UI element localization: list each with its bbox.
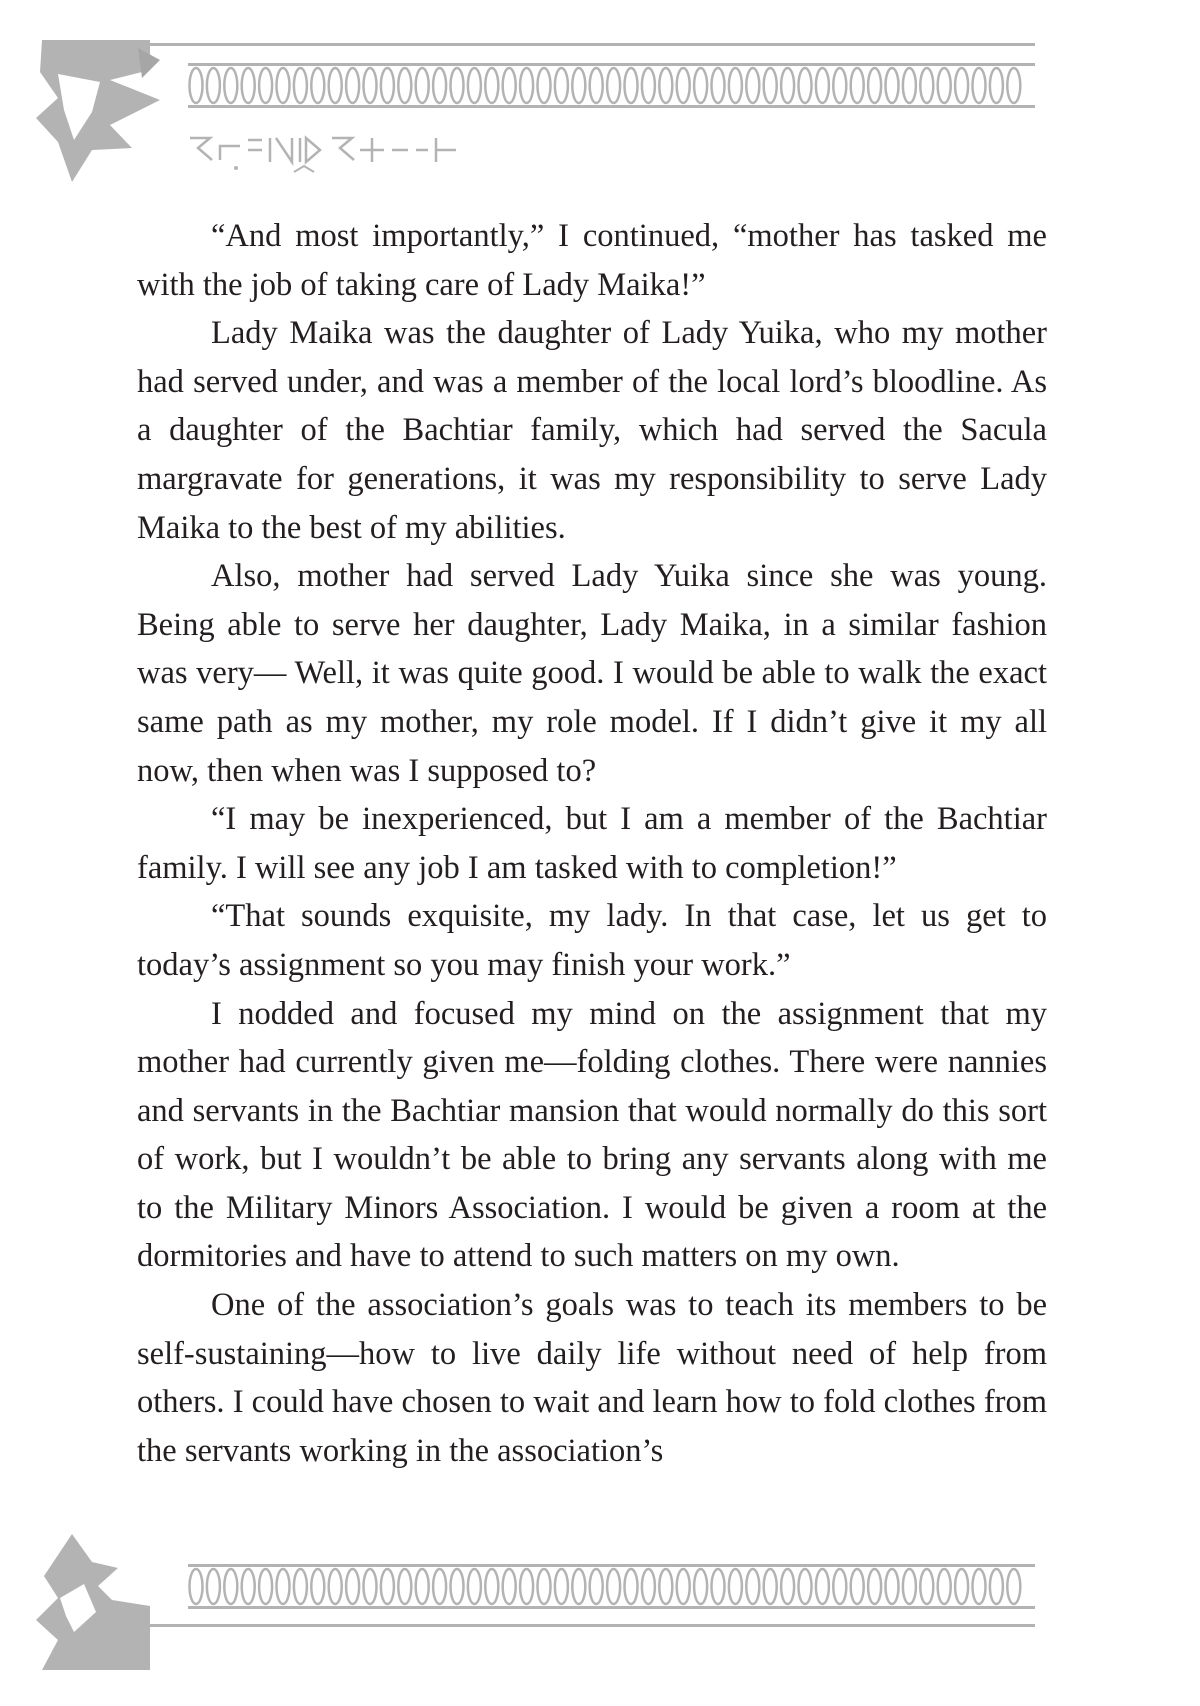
chain-link — [816, 68, 829, 103]
chain-link — [920, 1569, 933, 1604]
chain-link — [712, 1569, 725, 1604]
chain-link — [851, 1569, 864, 1604]
chain-link — [590, 1569, 603, 1604]
chain-link — [242, 1569, 255, 1604]
chain-link — [433, 68, 446, 103]
chain-link — [468, 1569, 481, 1604]
footer-ornament-graphic — [0, 1520, 1200, 1706]
chain-link — [294, 68, 307, 103]
page-header-ornament — [0, 0, 1200, 200]
chain-link — [520, 68, 533, 103]
chain-link — [555, 1569, 568, 1604]
chain-link — [364, 68, 377, 103]
chain-link — [329, 1569, 342, 1604]
chain-link — [694, 1569, 707, 1604]
chain-link — [938, 1569, 951, 1604]
chain-link — [259, 1569, 272, 1604]
chain-link — [224, 1569, 237, 1604]
chain-link — [677, 1569, 690, 1604]
chain-link — [538, 68, 551, 103]
chain-link — [712, 68, 725, 103]
paragraph: Also, mother had served Lady Yuika since she was young. Being able to serve her daughter, Lady Maika, in a similar fashion was very— Well, it was quite good. I would be able to walk the exact same path as my mother, my role model. If I didn’t give it my all now, then when was I supposed to? — [137, 558, 1047, 789]
chain-link — [242, 68, 255, 103]
stylized-script-glyphs-icon — [190, 138, 456, 172]
chain-link — [955, 1569, 968, 1604]
chain-link — [903, 68, 916, 103]
chain-link — [590, 68, 603, 103]
chain-link — [868, 68, 881, 103]
chain-link — [886, 1569, 899, 1604]
chain-link — [294, 1569, 307, 1604]
chain-link — [938, 68, 951, 103]
chain-link — [224, 68, 237, 103]
chain-link — [868, 1569, 881, 1604]
chain-link — [259, 68, 272, 103]
chain-link — [485, 68, 498, 103]
chain-link — [485, 1569, 498, 1604]
chain-link — [433, 1569, 446, 1604]
chain-link — [729, 68, 742, 103]
chain-link — [659, 68, 672, 103]
chain-link — [468, 68, 481, 103]
chain-link — [729, 1569, 742, 1604]
chain-link — [398, 68, 411, 103]
header-ornament-graphic — [0, 0, 1200, 200]
chain-link — [851, 68, 864, 103]
chain-link — [781, 68, 794, 103]
chain-link — [886, 68, 899, 103]
chain-link — [329, 68, 342, 103]
oval-chain-border-icon — [190, 1569, 1021, 1604]
paragraph: One of the association’s goals was to teach its members to be self-sustaining—how to live daily life without need of help from others. I could have chosen to wait and learn how to fold clothes from the servants working in the association’s — [137, 1287, 1047, 1469]
chain-link — [625, 1569, 638, 1604]
chain-link — [311, 68, 324, 103]
chain-link — [799, 1569, 812, 1604]
chain-link — [503, 1569, 516, 1604]
chain-link — [973, 68, 986, 103]
chain-link — [799, 68, 812, 103]
chain-link — [677, 68, 690, 103]
chain-link — [990, 68, 1003, 103]
chain-link — [381, 1569, 394, 1604]
chain-link — [277, 68, 290, 103]
chain-link — [555, 68, 568, 103]
chain-link — [1007, 1569, 1020, 1604]
paragraph: “And most importantly,” I continued, “mother has tasked me with the job of taking care of Lady Maika!” — [137, 218, 1047, 303]
paragraph: “I may be inexperienced, but I am a member of the Bachtiar family. I will see any job I am tasked with to completion!” — [137, 801, 1047, 886]
oval-chain-border-icon — [190, 68, 1021, 103]
chain-link — [503, 68, 516, 103]
chain-link — [764, 1569, 777, 1604]
chain-link — [190, 1569, 203, 1604]
chain-link — [607, 68, 620, 103]
corner-star-ornament-icon — [36, 40, 160, 182]
chain-link — [346, 68, 359, 103]
chain-link — [364, 1569, 377, 1604]
chain-link — [833, 68, 846, 103]
chain-link — [920, 68, 933, 103]
page-footer-ornament — [0, 1520, 1200, 1706]
chain-link — [520, 1569, 533, 1604]
chain-link — [381, 68, 394, 103]
chain-link — [694, 68, 707, 103]
chain-link — [1007, 68, 1020, 103]
chain-link — [973, 1569, 986, 1604]
paragraph: Lady Maika was the daughter of Lady Yuika, who my mother had served under, and was a member of the local lord’s bloodline. As a daughter of the Bachtiar family, which had served the Sacula margravate for generations, it was my responsibility to serve Lady Maika to the best of my abilities. — [137, 315, 1047, 546]
chain-link — [607, 1569, 620, 1604]
chain-link — [659, 1569, 672, 1604]
chain-link — [642, 1569, 655, 1604]
chain-link — [572, 1569, 585, 1604]
chain-link — [398, 1569, 411, 1604]
chain-link — [955, 68, 968, 103]
paragraph: I nodded and focused my mind on the assignment that my mother had currently given me—folding clothes. There were nannies and servants in the Bachtiar mansion that would normally do this sort of work, but I wouldn’t be able to bring any servants along with me to the Military Minors Association. I would be given a room at the dormitories and have to attend to such matters on my own. — [137, 995, 1047, 1275]
chain-link — [990, 1569, 1003, 1604]
chain-link — [816, 1569, 829, 1604]
chain-link — [451, 1569, 464, 1604]
chain-link — [538, 1569, 551, 1604]
chain-link — [416, 68, 429, 103]
chain-link — [311, 1569, 324, 1604]
chain-link — [277, 1569, 290, 1604]
chain-link — [781, 1569, 794, 1604]
chain-link — [416, 1569, 429, 1604]
chain-link — [833, 1569, 846, 1604]
chain-link — [346, 1569, 359, 1604]
chain-link — [903, 1569, 916, 1604]
chain-link — [190, 68, 203, 103]
paragraph: “That sounds exquisite, my lady. In that case, let us get to today’s assignment so you may finish your work.” — [137, 898, 1047, 983]
chain-link — [625, 68, 638, 103]
chain-link — [207, 68, 220, 103]
corner-star-ornament-icon — [36, 1534, 150, 1670]
chain-link — [451, 68, 464, 103]
story-text-body — [137, 212, 1047, 1475]
chain-link — [746, 1569, 759, 1604]
chain-link — [764, 68, 777, 103]
chain-link — [642, 68, 655, 103]
chain-link — [746, 68, 759, 103]
chain-link — [207, 1569, 220, 1604]
chain-link — [572, 68, 585, 103]
